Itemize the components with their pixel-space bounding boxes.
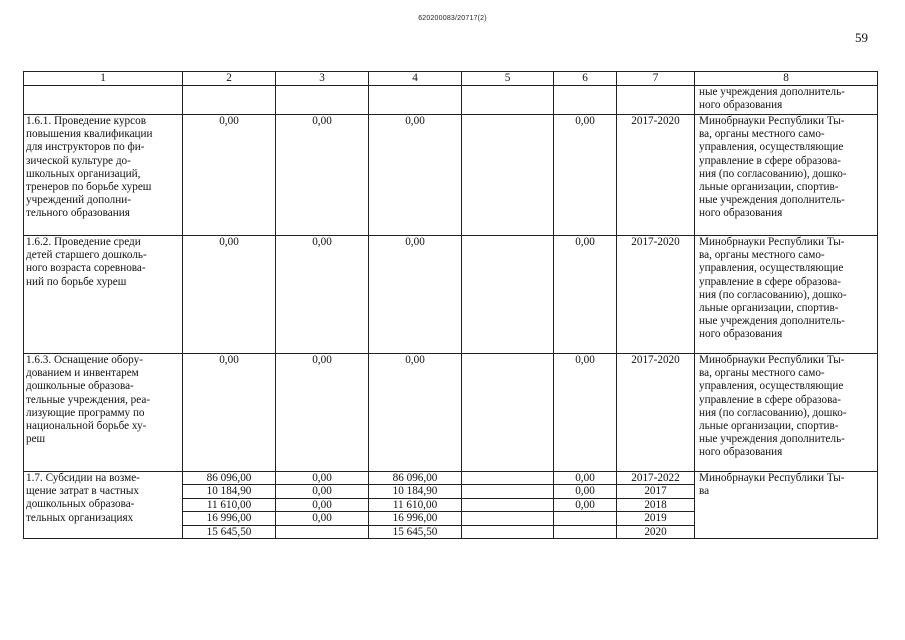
subsidy-row [24, 472, 878, 485]
value-cell: 0,00 [276, 472, 369, 485]
value-cell: 86 096,00 [369, 472, 462, 485]
measure-name: 1.6.1. Проведение курсов повышения квалификации для инструкторов по фи- зической культуре до- школьных организаций, тренеров по борьбе хуреш учреждений дополни- тельного образования [24, 115, 183, 236]
period-cell: 2019 [617, 512, 695, 525]
header-cell: 2 [183, 72, 276, 86]
value-cell: 86 096,00 [183, 472, 276, 485]
measure-name: 1.7. Субсидии на возме- щение затрат в частных дошкольных образова- тельных организациях [24, 472, 183, 539]
page-number: 59 [855, 30, 868, 45]
value-cell [554, 525, 617, 538]
header-cell: 8 [695, 72, 878, 86]
value-cell [462, 498, 554, 511]
header-row [24, 72, 878, 86]
table-row [24, 115, 878, 236]
value-cell: 15 645,50 [183, 525, 276, 538]
value-cell [462, 512, 554, 525]
value-cell: 10 184,90 [369, 485, 462, 498]
value-cell: 16 996,00 [183, 512, 276, 525]
value-cell: 0,00 [276, 236, 369, 354]
value-cell: 0,00 [554, 236, 617, 354]
period-cell: 2018 [617, 498, 695, 511]
continuation-row [24, 86, 878, 115]
table-row [24, 354, 878, 472]
value-cell: 0,00 [276, 498, 369, 511]
period-cell: 2020 [617, 525, 695, 538]
period-cell: 2017-2020 [617, 236, 695, 354]
value-cell: 0,00 [554, 354, 617, 472]
header-cell: 5 [462, 72, 554, 86]
value-cell [462, 236, 554, 354]
continuation-text: ные учреждения дополнитель- ного образования [695, 86, 878, 115]
value-cell: 0,00 [276, 115, 369, 236]
value-cell: 0,00 [276, 485, 369, 498]
value-cell: 15 645,50 [369, 525, 462, 538]
value-cell: 0,00 [369, 236, 462, 354]
header-cell: 6 [554, 72, 617, 86]
period-cell: 2017-2020 [617, 354, 695, 472]
value-cell: 0,00 [554, 115, 617, 236]
header-cell: 7 [617, 72, 695, 86]
value-cell: 0,00 [554, 472, 617, 485]
value-cell [462, 525, 554, 538]
header-cell: 1 [24, 72, 183, 86]
value-cell: 0,00 [276, 354, 369, 472]
value-cell [462, 485, 554, 498]
value-cell: 0,00 [554, 485, 617, 498]
document-id: 620200083/20717(2) [418, 15, 487, 22]
value-cell [276, 525, 369, 538]
value-cell [462, 354, 554, 472]
table-row [24, 236, 878, 354]
measure-name: 1.6.2. Проведение среди детей старшего дошколь- ного возраста соревнова- ний по борьбе хуреш [24, 236, 183, 354]
value-cell: 11 610,00 [369, 498, 462, 511]
value-cell: 11 610,00 [183, 498, 276, 511]
value-cell: 0,00 [183, 115, 276, 236]
value-cell: 0,00 [554, 498, 617, 511]
period-cell: 2017-2020 [617, 115, 695, 236]
executor-cell: Минобрнауки Республики Ты- ва, органы местного само- управления, осуществляющие управление в сфере образова- ния (по согласованию), дошко- льные организации, спортив- ные учреждения дополнитель- ного образования [695, 236, 878, 354]
program-table [23, 71, 878, 539]
value-cell: 0,00 [183, 354, 276, 472]
executor-cell: Минобрнауки Республики Ты- ва, органы местного само- управления, осуществляющие управление в сфере образова- ния (по согласованию), дошко- льные организации, спортив- ные учреждения дополнитель- ного образования [695, 115, 878, 236]
value-cell: 0,00 [369, 115, 462, 236]
period-cell: 2017 [617, 485, 695, 498]
value-cell: 0,00 [369, 354, 462, 472]
header-cell: 3 [276, 72, 369, 86]
value-cell [462, 472, 554, 485]
value-cell: 0,00 [276, 512, 369, 525]
value-cell: 16 996,00 [369, 512, 462, 525]
measure-name: 1.6.3. Оснащение обору- дованием и инвентарем дошкольные образова- тельные учреждения, реа- лизующие программу по национальной борьбе ху- реш [24, 354, 183, 472]
value-cell [462, 115, 554, 236]
executor-cell: Минобрнауки Республики Ты- ва, органы местного само- управления, осуществляющие управление в сфере образова- ния (по согласованию), дошко- льные организации, спортив- ные учреждения дополнитель- ного образования [695, 354, 878, 472]
header-cell: 4 [369, 72, 462, 86]
value-cell [554, 512, 617, 525]
value-cell: 0,00 [183, 236, 276, 354]
period-cell: 2017-2022 [617, 472, 695, 485]
executor-cell: Минобрнауки Республики Ты- ва [695, 472, 878, 539]
value-cell: 10 184,90 [183, 485, 276, 498]
